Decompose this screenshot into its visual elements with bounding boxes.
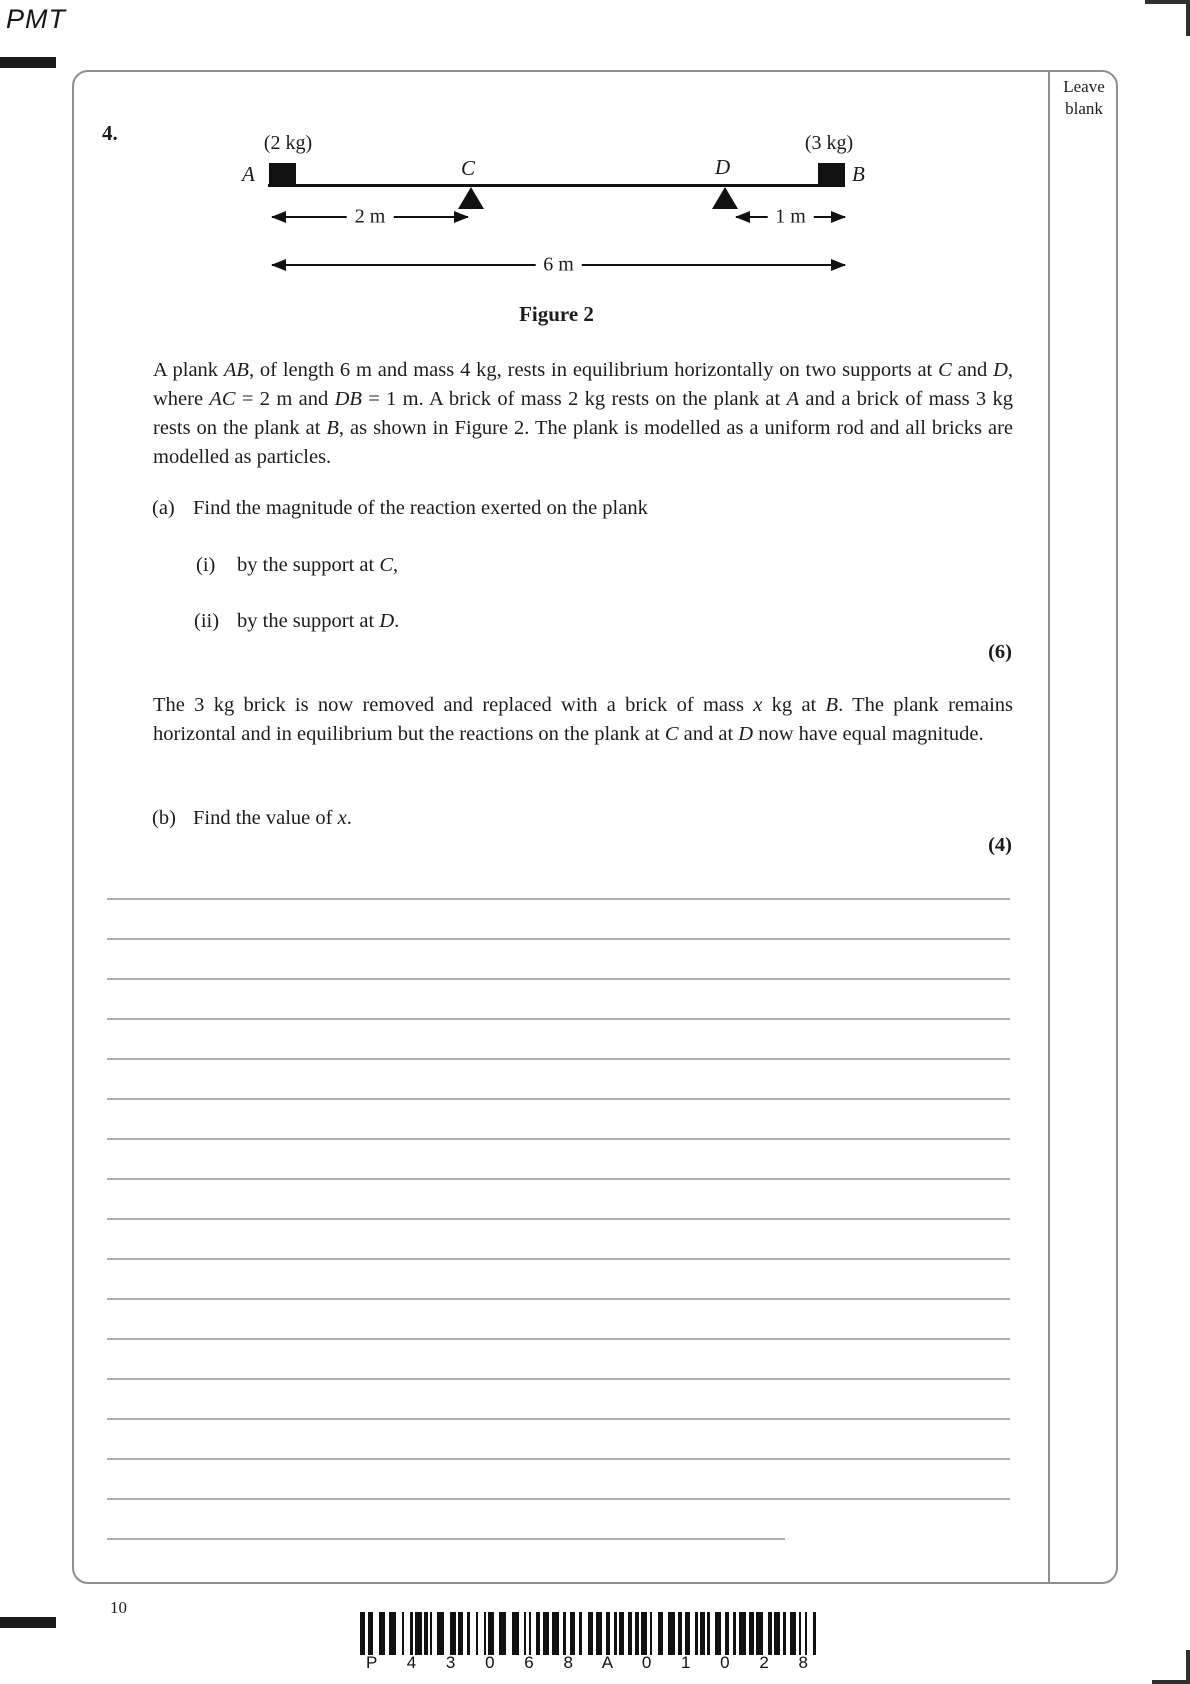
pmt-watermark: PMT [6,4,66,34]
barcode-bar [635,1612,639,1655]
support-triangle-d [712,187,738,209]
barcode-bar [410,1612,413,1655]
barcode-bar [368,1612,373,1655]
barcode-bar [563,1612,566,1655]
figure-label-b: B [852,162,865,186]
leave-blank-label: Leave blank [1063,77,1105,118]
figure-label-c: C [461,156,476,180]
brick-at-a [269,163,296,185]
part-b-label: (b) [152,807,176,829]
answer-line [107,1138,1010,1140]
barcode-bar [658,1612,663,1655]
barcode-bar [588,1612,593,1655]
answer-line [107,898,1010,900]
barcode-bar [678,1612,682,1655]
barcode-bar [488,1612,494,1655]
question-number: 4. [102,121,118,145]
part-a-marks: (6) [988,641,1012,663]
barcode-bar [774,1612,780,1655]
barcode-bar [668,1612,675,1655]
dimension-arrow-2m [272,205,468,228]
answer-line [107,1258,1010,1260]
barcode-bar [570,1612,575,1655]
barcode-bar [596,1612,602,1655]
barcode-bar [450,1612,456,1655]
question-middle-paragraph: The 3 kg brick is now removed and replaced with a brick of mass x kg at B. The plank remains horizontal and in equilibrium but the reactions on the plank at C and at D now have equal magnitude. [153,694,1013,745]
answer-line [107,1098,1010,1100]
dimension-label-2m: 2 m [347,206,394,229]
answer-line [107,1178,1010,1180]
answer-line [107,1018,1010,1020]
bottom-right-corner-mark [1152,1680,1190,1684]
answer-line [107,1458,1010,1460]
barcode-bar [552,1612,559,1655]
barcode-bar [799,1612,801,1655]
plank-line [268,184,845,187]
part-a-i-text: by the support at C, [237,554,399,576]
barcode-bar [700,1612,705,1655]
barcode-bar [415,1612,422,1655]
part-b-marks: (4) [988,834,1012,856]
brick-at-b [818,163,845,185]
barcode-bar [476,1612,478,1655]
barcode-bar [424,1612,428,1655]
barcode-bar [437,1612,444,1655]
answer-line [107,938,1010,940]
page-number: 10 [110,1598,127,1617]
barcode-bar [458,1612,463,1655]
barcode-bar [628,1612,632,1655]
part-b-text: Find the value of x. [193,807,352,829]
answer-line [107,1498,1010,1500]
top-right-corner-mark [1186,0,1190,36]
barcode-bar [739,1612,746,1655]
bottom-left-print-mark [0,1617,56,1628]
barcode-bar [389,1612,396,1655]
part-a-text: Find the magnitude of the reaction exerted on the plank [193,497,648,519]
barcode-bar [749,1612,754,1655]
barcode-bar [379,1612,385,1655]
bottom-right-corner-mark [1186,1650,1190,1684]
barcode-bar [685,1612,690,1655]
dimension-label-6m: 6 m [535,254,582,277]
answer-line [107,1378,1010,1380]
support-triangle-c [458,187,484,209]
barcode-bar [430,1612,432,1655]
barcode-bar [499,1612,506,1655]
barcode-bar [641,1612,647,1655]
part-a-ii-text: by the support at D. [237,610,400,632]
answer-line [107,1538,785,1540]
barcode [360,1612,826,1655]
barcode-bar [484,1612,486,1655]
barcode-bar [715,1612,721,1655]
answer-line [107,1418,1010,1420]
barcode-bar [614,1612,617,1655]
answer-line [107,1298,1010,1300]
barcode-text: P 4 3 0 6 8 A 0 1 0 2 8 [366,1653,808,1672]
brick-a-mass-label: (2 kg) [263,132,313,154]
top-right-corner-mark [1145,0,1190,4]
brick-b-mass-label: (3 kg) [804,132,854,154]
barcode-bar [529,1612,531,1655]
top-left-print-mark [0,57,56,68]
barcode-bar [768,1612,772,1655]
barcode-bar [733,1612,736,1655]
barcode-bar [619,1612,624,1655]
barcode-bar [402,1612,404,1655]
barcode-bar [467,1612,470,1655]
barcode-bar [606,1612,610,1655]
barcode-bar [543,1612,549,1655]
question-intro-paragraph: A plank AB, of length 6 m and mass 4 kg, rests in equilibrium horizontally on two supports at C and D, where AC = 2 m and DB = 1 m. A brick of mass 2 kg rests on the plank at A and a brick of mass 3 kg rests on the plank at B, as shown in Figure 2. The plank is modelled as a uniform rod and all bricks are modelled as particles. [153,359,1013,468]
barcode-bar [512,1612,519,1655]
barcode-bar [524,1612,526,1655]
barcode-bar [695,1612,698,1655]
part-a-i-label: (i) [196,554,216,576]
barcode-bar [360,1612,365,1655]
barcode-bar [805,1612,807,1655]
dimension-label-1m: 1 m [767,206,814,229]
answer-line [107,978,1010,980]
figure-caption: Figure 2 [519,302,594,326]
part-a-label: (a) [152,497,175,519]
dimension-arrow-1m [736,205,845,228]
barcode-bar [725,1612,729,1655]
leave-blank-divider [1048,70,1050,1584]
barcode-bar [756,1612,763,1655]
barcode-bar [790,1612,796,1655]
answer-line [107,1218,1010,1220]
part-a-ii-label: (ii) [194,610,220,632]
barcode-bar [707,1612,710,1655]
figure-label-d: D [715,155,731,179]
barcode-bar [650,1612,652,1655]
figure-label-a: A [242,162,255,186]
barcode-bar [536,1612,540,1655]
answer-line [107,1338,1010,1340]
barcode-bar [783,1612,786,1655]
barcode-bar [813,1612,816,1655]
barcode-bar [579,1612,582,1655]
dimension-arrow-6m [272,253,845,276]
answer-line [107,1058,1010,1060]
